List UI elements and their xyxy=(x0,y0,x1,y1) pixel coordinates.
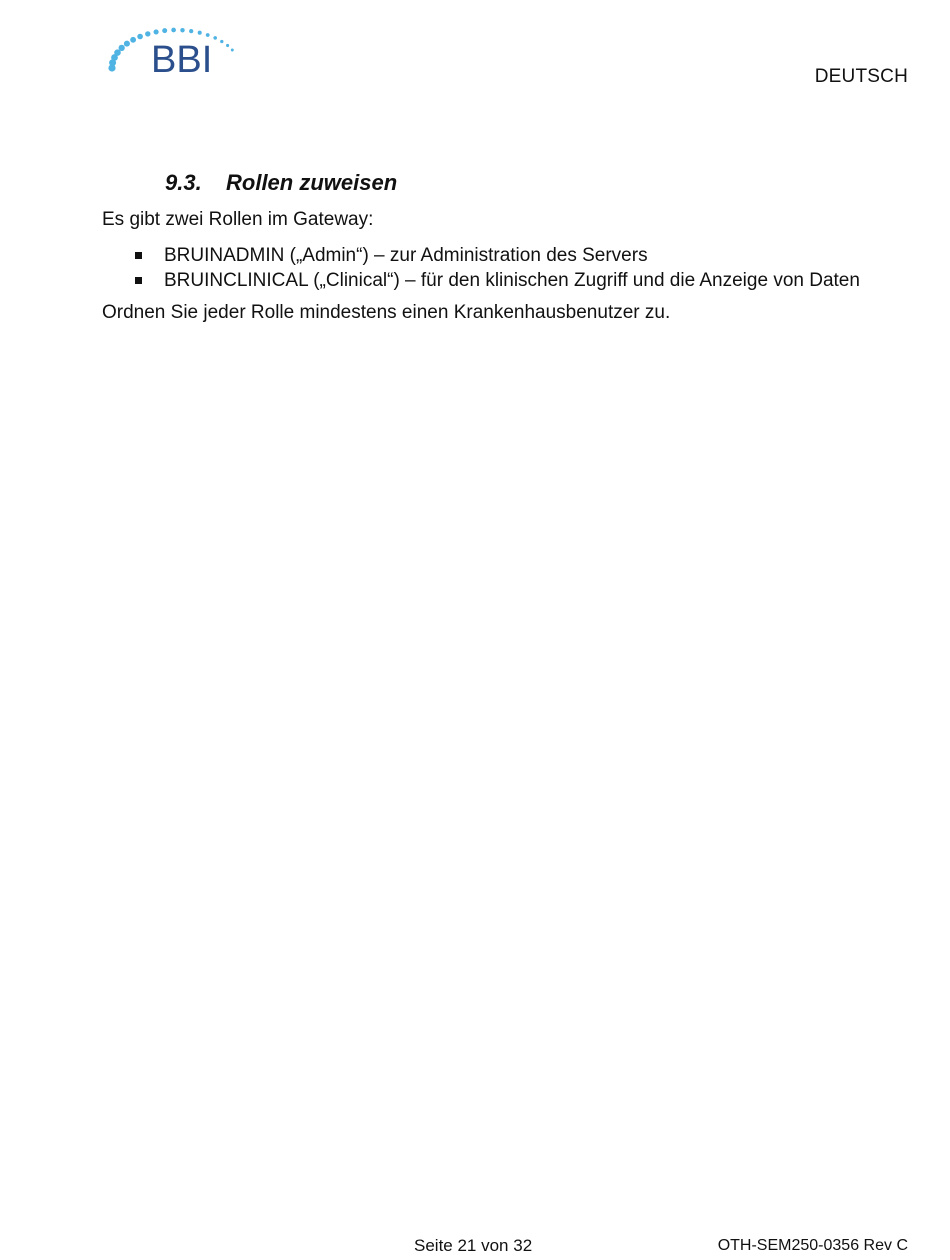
logo-dot xyxy=(124,41,130,47)
logo-text: BBI xyxy=(151,39,213,81)
logo-dot xyxy=(145,31,150,36)
language-label: DEUTSCH xyxy=(814,66,908,87)
logo-dot xyxy=(171,28,176,33)
logo-dot xyxy=(231,49,234,52)
logo-dot xyxy=(226,44,229,47)
logo-dot xyxy=(180,28,184,32)
bullet-square-icon xyxy=(135,277,142,284)
roles-list xyxy=(102,243,860,293)
section-heading xyxy=(165,170,397,196)
logo-dot xyxy=(189,29,193,33)
section-number: 9.3. xyxy=(165,170,202,195)
bbi-logo xyxy=(104,20,234,82)
list-item xyxy=(102,268,860,293)
section-title: Rollen zuweisen xyxy=(226,170,398,195)
logo-dot xyxy=(137,34,143,40)
assignment-paragraph: Ordnen Sie jeder Rolle mindestens einen Krankenhausbenutzer zu. xyxy=(102,302,671,323)
logo-dot xyxy=(213,36,217,40)
logo-dot xyxy=(220,40,223,43)
bbi-logo-graphic xyxy=(104,20,234,82)
logo-dot xyxy=(119,45,125,51)
logo-dot xyxy=(162,28,167,33)
page-number: Seite 21 von 32 xyxy=(414,1236,533,1255)
bullet-square-icon xyxy=(135,252,142,259)
logo-dot xyxy=(154,29,159,34)
role-admin-text: BRUINADMIN („Admin“) – zur Administration des Servers xyxy=(164,245,648,266)
role-clinical-text: BRUINCLINICAL („Clinical“) – für den klinischen Zugriff und die Anzeige von Daten xyxy=(164,270,860,291)
intro-paragraph: Es gibt zwei Rollen im Gateway: xyxy=(102,209,374,230)
list-item xyxy=(102,243,860,268)
logo-dot xyxy=(198,31,202,35)
logo-dot xyxy=(130,37,136,43)
logo-dot xyxy=(206,33,210,37)
document-id: OTH-SEM250-0356 Rev C xyxy=(717,1237,908,1254)
